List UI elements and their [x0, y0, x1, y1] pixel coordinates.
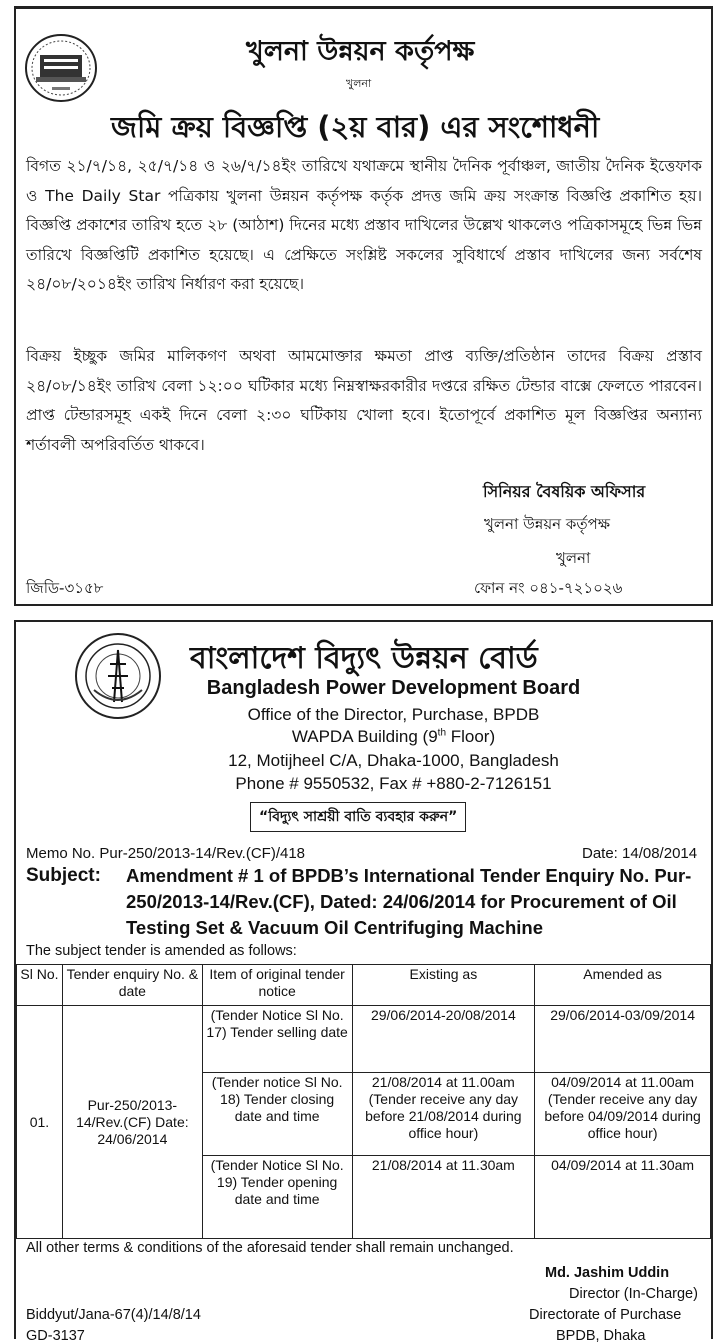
cell-amended: 29/06/2014-03/09/2014: [535, 1006, 711, 1073]
bpdb-phone: Phone # 9550532, Fax # +880-2-7126151: [235, 774, 552, 793]
bpdb-ref-1: Biddyut/Jana-67(4)/14/8/14: [26, 1307, 201, 1323]
header-existing: Existing as: [352, 965, 535, 1006]
bpdb-subject-line-2: 250/2013-14/Rev.(CF), Dated: 24/06/2014 for Procurement of Oil: [126, 891, 677, 912]
bpdb-building-post: Floor): [446, 727, 496, 746]
kda-logo: [24, 31, 98, 105]
bpdb-subject-line-1: Amendment # 1 of BPDB’s International Tender Enquiry No. Pur-: [126, 865, 692, 886]
bpdb-subject-label: Subject:: [26, 865, 101, 886]
cell-item: (Tender notice Sl No. 18) Tender closing date and time: [202, 1073, 352, 1156]
kda-subtitle: খুলনা: [346, 77, 372, 90]
kda-signature-org: খুলনা উন্নয়ন কর্তৃপক্ষ: [484, 515, 610, 533]
header-enquiry: Tender enquiry No. & date: [62, 965, 202, 1006]
cell-amended: 04/09/2014 at 11.00am (Tender receive any day before 04/09/2014 during office hour): [535, 1073, 711, 1156]
bpdb-building-pre: WAPDA Building (9: [291, 727, 438, 746]
kda-gd-number: জিডি-৩১৫৮: [26, 579, 104, 597]
bpdb-signatory-title: Director (In-Charge): [569, 1286, 698, 1302]
bpdb-footer-note: All other terms & conditions of the aforesaid tender shall remain unchanged.: [26, 1240, 514, 1256]
bpdb-subject-line-3: Testing Set & Vacuum Oil Centrifuging Machine: [126, 917, 543, 938]
kda-paragraph-2: বিক্রয় ইচ্ছুক জমির মালিকগণ অথবা আমমোক্তার ক্ষমতা প্রাপ্ত ব্যক্তি/প্রতিষ্ঠান তাদের বিক্রয় প্রস্তাব ২৪/০৮/১৪ইং তারিখ বেলা ১২:০০ ঘটিকার মধ্যে নিম্নস্বাক্ষরকারীর দপ্তরে রক্ষিত টেন্ডার বাক্সে ফেলতে পারবেন। প্রাপ্ত টেন্ডারসমূহ একই দিনে বেলা ২:৩০ ঘটিকায় খোলা হবে। ইতোপূর্বে প্রকাশিত মূল বিজ্ঞপ্তির অন্যান্য শর্তাবলী অপরিবর্তিত থাকবে।: [26, 347, 702, 454]
bpdb-date: Date: 14/08/2014: [582, 845, 698, 862]
cell-existing: 21/08/2014 at 11.30am: [352, 1156, 535, 1239]
cell-item: (Tender Notice Sl No. 17) Tender selling date: [202, 1006, 352, 1073]
header-item: Item of original tender notice: [202, 965, 352, 1006]
cell-sl: 01.: [17, 1006, 63, 1239]
tender-amendment-table: [16, 964, 711, 1239]
header-amended: Amended as: [535, 965, 711, 1006]
kda-signature-title: সিনিয়র বৈষয়িক অফিসার: [483, 482, 646, 501]
table-row: [17, 1006, 711, 1073]
bpdb-title-english: Bangladesh Power Development Board: [206, 677, 581, 699]
bpdb-notice: [14, 620, 713, 1344]
header-sl: Sl No.: [17, 965, 63, 1006]
bpdb-building-sup: th: [437, 727, 447, 739]
cell-amended: 04/09/2014 at 11.30am: [535, 1156, 711, 1239]
kda-phone: ফোন নং ০৪১-৭২১০২৬: [474, 579, 623, 597]
bpdb-intro: The subject tender is amended as follows:: [26, 943, 297, 959]
cell-item: (Tender Notice Sl No. 19) Tender opening date and time: [202, 1156, 352, 1239]
kda-title: খুলনা উন্নয়ন কর্তৃপক্ষ: [246, 36, 475, 67]
bpdb-slogan: “বিদ্যুৎ সাশ্রয়ী বাতি ব্যবহার করুন”: [250, 802, 466, 832]
cell-enquiry: Pur-250/2013-14/Rev.(CF) Date: 24/06/2014: [62, 1006, 202, 1239]
bpdb-building: [46, 727, 727, 747]
bpdb-signatory-name: Md. Jashim Uddin: [545, 1265, 670, 1281]
bpdb-memo: Memo No. Pur-250/2013-14/Rev.(CF)/418: [26, 845, 306, 862]
bpdb-signatory-org: BPDB, Dhaka: [556, 1328, 646, 1344]
bpdb-address: 12, Motijheel C/A, Dhaka-1000, Bangladesh: [228, 751, 559, 770]
kda-paragraph-1: বিগত ২১/৭/১৪, ২৫/৭/১৪ ও ২৬/৭/১৪ইং তারিখে যথাক্রমে স্থানীয় দৈনিক পূর্বাঞ্চল, জাতীয় দৈনিক ইত্তেফাক ও The Daily Star পত্রিকায় খুলনা উন্নয়ন কর্তৃপক্ষ কর্তৃক প্রদত্ত জমি ক্রয় সংক্রান্ত বিজ্ঞপ্তি প্রকাশিত হয়। বিজ্ঞপ্তি প্রকাশের তারিখ হতে ২৮ (আঠাশ) দিনের মধ্যে প্রস্তাব দাখিলের উল্লেখ থাকলেও পত্রিকাসমূহে ভিন্ন ভিন্ন তারিখে বিজ্ঞপ্তিটি প্রকাশিত হয়েছে। এ প্রেক্ষিতে সংশ্লিষ্ট সকলের সুবিধার্থে প্রস্তাব দাখিলের জন্য সর্বশেষ ২৪/০৮/২০১৪ইং তারিখ নির্ধারণ করা হয়েছে।: [26, 157, 702, 293]
kda-notice: [14, 6, 713, 606]
cell-existing: 29/06/2014-20/08/2014: [352, 1006, 535, 1073]
cell-existing: 21/08/2014 at 11.00am (Tender receive any day before 21/08/2014 during office hour): [352, 1073, 535, 1156]
table-header-row: [17, 965, 711, 1006]
bpdb-signatory-dept: Directorate of Purchase: [529, 1307, 682, 1323]
bpdb-ref-2: GD-3137: [26, 1328, 85, 1344]
kda-signature-place: খুলনা: [556, 549, 591, 567]
kda-heading: জমি ক্রয় বিজ্ঞপ্তি (২য় বার) এর সংশোধনী: [111, 110, 600, 144]
bpdb-office: Office of the Director, Purchase, BPDB: [247, 705, 540, 724]
bpdb-title-bangla: বাংলাদেশ বিদ্যুৎ উন্নয়ন বোর্ড: [190, 641, 538, 676]
